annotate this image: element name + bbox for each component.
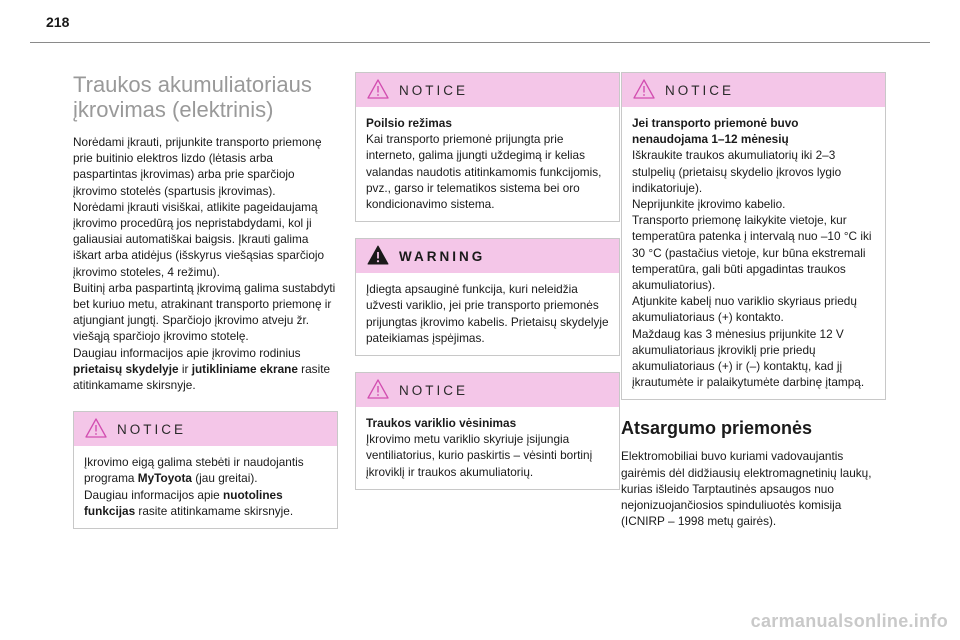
section-title-line2: įkrovimas (elektrinis) — [73, 97, 274, 122]
notice-heading: Traukos variklio vėsinimas — [366, 416, 517, 431]
header-divider — [30, 42, 930, 43]
column-right — [621, 72, 886, 529]
notice-text: Neprijunkite įkrovimo kabelio. — [632, 197, 786, 212]
text-run: Daugiau informacijos apie — [84, 487, 224, 502]
bold-term: prietaisų skydelyje — [73, 361, 179, 376]
text-run: Įkrovimo eigą galima stebėti ir naudojantis programa — [84, 455, 304, 486]
notice-box-motor-cooling — [355, 372, 620, 490]
notice-label: NOTICE — [399, 382, 469, 398]
notice-label: NOTICE — [117, 421, 187, 437]
notice-text: Kai transporto priemonė prijungta prie interneto, galima įjungti uždegimą ir kelias valandas naudotis atitinkamomis funkcijomis, pvz., garso ir telematikos sistema bei oro kondicionavimo sistema. — [366, 132, 602, 212]
notice-label: NOTICE — [399, 82, 469, 98]
notice-label: NOTICE — [665, 82, 735, 98]
notice-heading: Jei transporto priemonė buvo nenaudojama 1–12 mėnesių — [632, 116, 799, 147]
text-run: (jau greitai). — [191, 471, 258, 486]
page-number: 218 — [46, 14, 70, 30]
notice-text — [84, 487, 327, 519]
caution-triangle-icon — [85, 418, 107, 438]
paragraph — [73, 345, 338, 394]
warning-triangle-icon — [367, 245, 389, 265]
notice-header — [74, 412, 337, 446]
warning-text: Įdiegta apsauginė funkcija, kuri neleidžia užvesti variklio, jei prie transporto priemonės prijungtas įkrovimo kabelis. Prietaisų skydelyje pateikiamas įspėjimas. — [366, 282, 609, 345]
notice-header — [356, 373, 619, 407]
intro-text — [73, 134, 338, 393]
notice-body — [356, 107, 619, 221]
notice-box — [73, 411, 338, 529]
section-title — [73, 72, 338, 122]
caution-triangle-icon — [367, 79, 389, 99]
subsection-text — [621, 448, 886, 529]
notice-text: Maždaug kas 3 mėnesius prijunkite 12 V akumuliatoriaus įkroviklį prie priedų akumuliatoriaus (+) ir (–) kontaktų, kad jį įkrautumėte ir palaikytumėte darbinę įtampą. — [632, 326, 865, 390]
watermark: carmanualsonline.info — [750, 611, 948, 631]
warning-label: WARNING — [399, 248, 486, 264]
notice-box-sleep-mode — [355, 72, 620, 222]
notice-body — [74, 446, 337, 528]
notice-text: Įkrovimo metu variklio skyriuje įsijungia ventiliatorius, kurio paskirtis – vėsinti bortinį įkroviklį ir traukos akumuliatorių. — [366, 432, 593, 479]
bold-term: nuotolines funkcijas — [84, 487, 283, 518]
notice-body — [622, 107, 885, 399]
text-run: ir — [178, 361, 192, 376]
warning-box — [355, 238, 620, 356]
notice-box-storage — [621, 72, 886, 400]
bold-term: jutikliniame ekrane — [191, 361, 298, 376]
caution-triangle-icon — [367, 379, 389, 399]
paragraph: Norėdami įkrauti visiškai, atlikite pageidaujamą įkrovimo procedūrą jos nepristabdydami, kol ji galiausiai automatiškai baigsis. Įkrauti galima iškart arba atidėjus (išskyrus viešąsias sparčiojo įkrovimo stoteles, 4 režimu). — [73, 199, 325, 279]
notice-text: Iškraukite traukos akumuliatorių iki 2–3 stulpelių (prietaisų skydelio įkrovos lygio indikatoriuje). — [632, 148, 842, 195]
section-title-line1: Traukos akumuliatoriaus — [73, 72, 312, 97]
column-left — [73, 72, 338, 545]
text-run: rasite atitinkamame skirsnyje. — [135, 503, 294, 518]
notice-header — [356, 73, 619, 107]
notice-body — [356, 407, 619, 489]
notice-text: Atjunkite kabelį nuo variklio skyriaus priedų akumuliatoriaus (+) kontakto. — [632, 294, 857, 325]
column-middle — [355, 72, 620, 506]
paragraph: Buitinį arba paspartintą įkrovimą galima sustabdyti bet kuriuo metu, atrakinant transporto priemonę ir atjungiant jungtį. Sparčiojo įkrovimo atveju žr. viešąją sparčiojo įkrovimo stotelę. — [73, 280, 336, 344]
caution-triangle-icon — [633, 79, 655, 99]
notice-header — [622, 73, 885, 107]
app-name: MyToyota — [137, 471, 192, 486]
paragraph: Elektromobiliai buvo kuriami vadovaujantis gairėmis dėl didžiausių elektromagnetinių laukų, kurias išleido Tarptautinės apsaugos nuo nejonizuojančiosios spinduliuotės komisija (ICNIRP – 1998 metų gairės). — [621, 449, 872, 529]
text-run: rasite atitinkamame skirsnyje. — [73, 361, 331, 393]
notice-text — [84, 454, 327, 486]
notice-heading: Poilsio režimas — [366, 116, 452, 130]
warning-header — [356, 239, 619, 273]
text-run: Daugiau informacijos apie įkrovimo rodinius — [73, 345, 301, 360]
notice-text: Transporto priemonę laikykite vietoje, kur temperatūra patenka į intervalą nuo –10 °C iki 30 °C (pastačius vietoje, kur būna ekstremali temperatūra, gali būti apgadintas traukos akumuliatorius). — [632, 213, 872, 293]
warning-body — [356, 273, 619, 355]
subsection-title: Atsargumo priemonės — [621, 418, 813, 439]
paragraph: Norėdami įkrauti, prijunkite transporto priemonę prie buitinio elektros lizdo (lėtasis arba paspartintas įkrovimas) arba prie sparčiojo įkrovimo stotelės (spartusis įkrovimas). — [73, 135, 322, 198]
